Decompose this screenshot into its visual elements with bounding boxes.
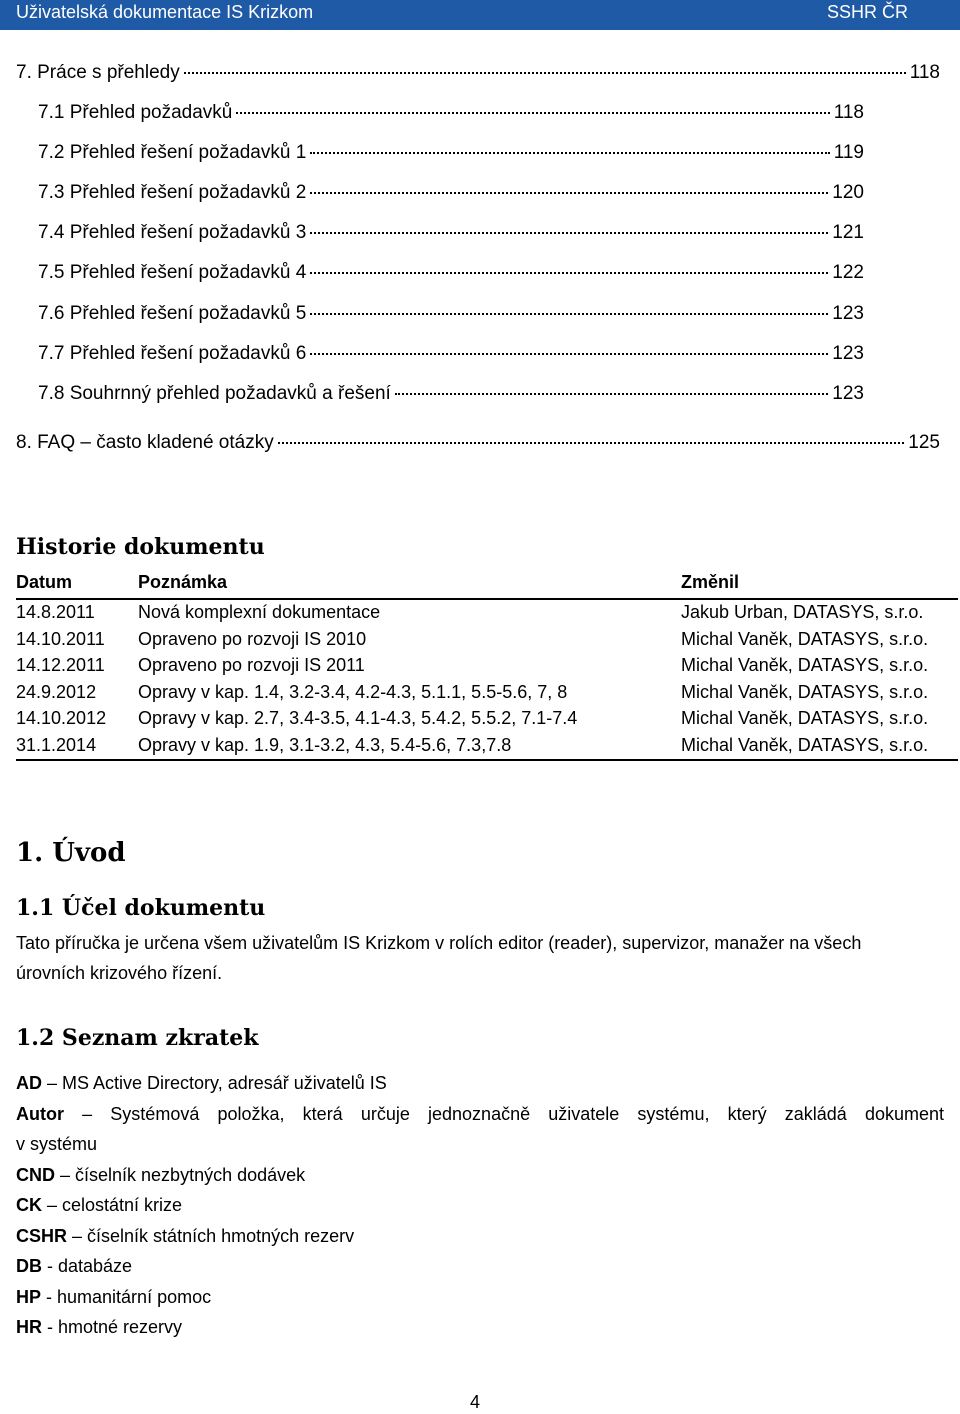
toc-item[interactable]: 7.1 Přehled požadavků 118 [38, 102, 864, 123]
abbreviation-list [16, 1068, 944, 1343]
page-number: 4 [470, 1392, 481, 1412]
toc-item[interactable]: 7.4 Přehled řešení požadavků 3 121 [38, 222, 864, 243]
history-table [16, 570, 958, 761]
list-item: AD – MS Active Directory, adresář uživatelů IS [16, 1073, 387, 1093]
section-title-abbreviations: 1.2 Seznam zkratek [16, 1025, 259, 1051]
purpose-paragraph: Tato příručka je určena všem uživatelům IS Krizkom v rolích editor (reader), supervizor, manažer na všech úrovních krizového řízení. [16, 933, 862, 983]
toc-item[interactable]: 7.2 Přehled řešení požadavků 1 119 [38, 142, 864, 163]
header-org: SSHR ČR [826, 2, 908, 22]
section-title-intro: 1. Úvod [16, 838, 126, 868]
table-row: 14.12.2011 Opraveno po rozvoji IS 2011 Michal Vaněk, DATASYS, s.r.o. [16, 655, 929, 675]
toc-item[interactable]: 7.3 Přehled řešení požadavků 2 120 [38, 182, 864, 203]
table-row: 14.8.2011 Nová komplexní dokumentace Jakub Urban, DATASYS, s.r.o. [16, 602, 924, 622]
header-title: Uživatelská dokumentace IS Krizkom [16, 2, 314, 22]
toc-item[interactable]: 7.5 Přehled řešení požadavků 4 122 [38, 262, 864, 283]
page-header [0, 0, 960, 30]
table-row: 24.9.2012 Opravy v kap. 1.4, 3.2-3.4, 4.2-4.3, 5.1.1, 5.5-5.6, 7, 8 Michal Vaněk, DATASYS, s.r.o. [16, 681, 929, 702]
list-item: DB - databáze [16, 1256, 133, 1276]
section-title-purpose: 1.1 Účel dokumentu [16, 895, 266, 921]
table-row: 14.10.2012 Opravy v kap. 2.7, 3.4-3.5, 4.1-4.3, 5.4.2, 5.5.2, 7.1-7.4 Michal Vaněk, DATASYS, s.r.o. [16, 708, 929, 728]
toc-item[interactable]: 7.8 Souhrnný přehled požadavků a řešení 123 [38, 383, 864, 404]
history-title: Historie dokumentu [16, 534, 265, 560]
toc-item[interactable]: 8. FAQ – často kladené otázky 125 [16, 432, 940, 453]
toc-item[interactable]: 7. Práce s přehledy 118 [16, 62, 940, 83]
list-item: CK – celostátní krize [16, 1195, 183, 1215]
table-row: 14.10.2011 Opraveno po rozvoji IS 2010 Michal Vaněk, DATASYS, s.r.o. [16, 628, 929, 649]
list-item: HR - hmotné rezervy [16, 1317, 183, 1337]
table-header: Datum Poznámka Změnil [16, 570, 958, 600]
toc-item[interactable]: 7.7 Přehled řešení požadavků 6 123 [38, 343, 864, 364]
list-item: Autor – Systémová položka, která určuje jednoznačně uživatele systému, který zakládá dokument [16, 1103, 944, 1124]
list-item: CND – číselník nezbytných dodávek [16, 1164, 306, 1185]
table-row: 31.1.2014 Opravy v kap. 1.9, 3.1-3.2, 4.3, 5.4-5.6, 7.3,7.8 Michal Vaněk, DATASYS, s.r.o. [16, 733, 958, 762]
list-item-continuation: v systému [16, 1134, 98, 1154]
toc-item[interactable]: 7.6 Přehled řešení požadavků 5 123 [38, 303, 864, 324]
list-item: CSHR – číselník státních hmotných rezerv [16, 1225, 355, 1246]
list-item: HP - humanitární pomoc [16, 1286, 212, 1307]
